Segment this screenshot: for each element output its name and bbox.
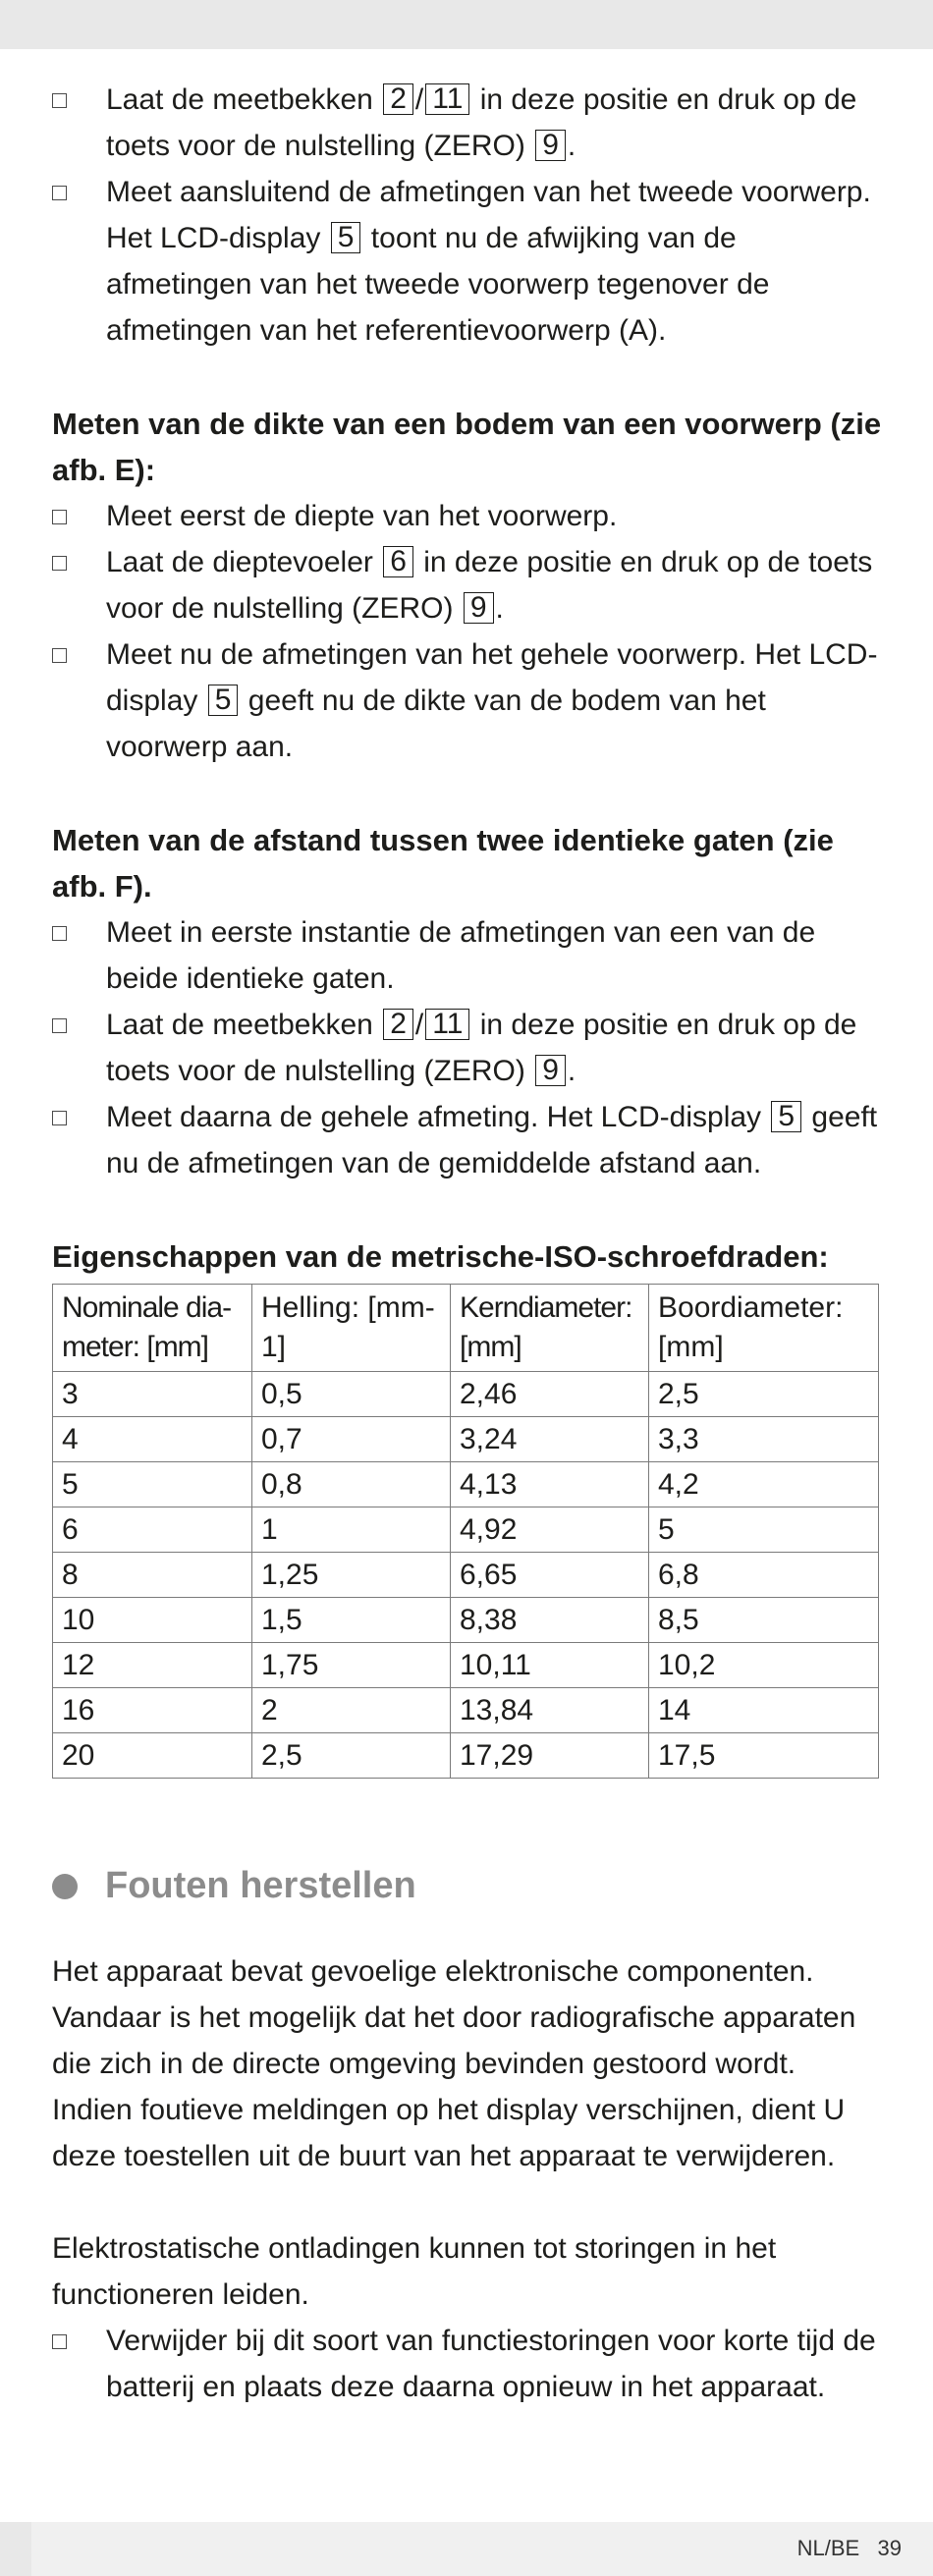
table-cell: 1,75 — [252, 1643, 451, 1688]
table-cell: 17,29 — [451, 1733, 649, 1779]
table-cell: 2,46 — [451, 1372, 649, 1417]
bullet-dot-icon — [52, 1874, 78, 1899]
table-cell: 4,2 — [649, 1462, 879, 1507]
table-row — [53, 1462, 879, 1507]
part-ref: 2 — [383, 83, 413, 115]
table-header-row — [53, 1285, 879, 1372]
checkbox-bullet-icon — [52, 1018, 67, 1033]
table-cell: 12 — [53, 1643, 252, 1688]
top-bar — [0, 0, 933, 49]
list-item: Meet in eerste instantie de afmetingen van een van de beide identieke gaten. — [52, 909, 882, 1002]
column-header: Nominale dia-meter: [mm] — [53, 1285, 252, 1372]
part-ref: 5 — [331, 222, 361, 253]
page-number: NL/BE 39 — [796, 2536, 902, 2560]
table-row — [53, 1372, 879, 1417]
part-ref: 2 — [383, 1009, 413, 1040]
column-header: Kerndiameter: [mm] — [451, 1285, 649, 1372]
section-heading: Meten van de dikte van een bodem van een voorwerp (zie afb. E): — [52, 407, 882, 487]
table-cell: 5 — [53, 1462, 252, 1507]
checkbox-bullet-icon — [52, 1111, 67, 1125]
list-item: Meet aansluitend de afmetingen van het tweede voorwerp. Het LCD-display 5 toont nu de afwijking van de afmetingen van het tweede voorwerp tegenover de afmetingen van het referentievoorwerp (A). — [52, 169, 882, 354]
section-title: Fouten herstellen — [52, 1865, 882, 1907]
section-heading: Meten van de afstand tussen twee identieke gaten (zie afb. F). — [52, 823, 834, 904]
checkbox-bullet-icon — [52, 510, 67, 524]
table-row — [53, 1553, 879, 1598]
list-item: Meet daarna de gehele afmeting. Het LCD-display 5 geeft nu de afmetingen van de gemiddelde afstand aan. — [52, 1094, 882, 1186]
table-cell: 5 — [649, 1507, 879, 1553]
table-cell: 3,3 — [649, 1417, 879, 1462]
checkbox-bullet-icon — [52, 648, 67, 663]
paragraph: Elektrostatische ontladingen kunnen tot storingen in het functioneren leiden. — [52, 2232, 777, 2311]
table-heading: Eigenschappen van de metrische-ISO-schroefdraden: — [52, 1239, 829, 1274]
table-row — [53, 1688, 879, 1733]
part-ref: 5 — [208, 685, 239, 716]
column-header: Boordiameter: [mm] — [649, 1285, 879, 1372]
thread-spec-table — [52, 1284, 879, 1779]
table-row — [53, 1417, 879, 1462]
list-item: Laat de dieptevoeler 6 in deze positie en druk op de toets voor de nulstelling (ZERO) 9 . — [52, 539, 882, 631]
table-cell: 13,84 — [451, 1688, 649, 1733]
list-item: Laat de meetbekken 2 / 11 in deze positie en druk op de toets voor de nulstelling (ZERO) 9 . — [52, 1002, 882, 1094]
checkbox-bullet-icon — [52, 926, 67, 941]
table-cell: 1,5 — [252, 1598, 451, 1643]
list-item: Verwijder bij dit soort van functiestoringen voor korte tijd de batterij en plaats deze daarna opnieuw in het apparaat. — [52, 2318, 882, 2410]
table-cell: 20 — [53, 1733, 252, 1779]
table-cell: 4,13 — [451, 1462, 649, 1507]
table-cell: 0,5 — [252, 1372, 451, 1417]
part-ref: 9 — [535, 130, 566, 161]
table-row — [53, 1598, 879, 1643]
table-cell: 4,92 — [451, 1507, 649, 1553]
list-item: Laat de meetbekken 2 / 11 in deze positie en druk op de toets voor de nulstelling (ZERO) 9 . — [52, 77, 882, 169]
checkbox-bullet-icon — [52, 2334, 67, 2349]
paragraph: Het apparaat bevat gevoelige elektronische componenten. Vandaar is het mogelijk dat het door radiografische apparaten die zich in de directe omgeving bevinden gestoord wordt. Indien foutieve meldingen op het display verschijnen, dient U deze toestellen uit de buurt van het apparaat te verwijderen. — [52, 1955, 856, 2172]
checkbox-bullet-icon — [52, 556, 67, 571]
part-ref: 9 — [464, 592, 494, 624]
table-cell: 6,8 — [649, 1553, 879, 1598]
table-cell: 10 — [53, 1598, 252, 1643]
table-cell: 6,65 — [451, 1553, 649, 1598]
checkbox-bullet-icon — [52, 93, 67, 108]
part-ref: 5 — [771, 1101, 801, 1132]
table-cell: 17,5 — [649, 1733, 879, 1779]
table-cell: 3,24 — [451, 1417, 649, 1462]
table-cell: 2,5 — [252, 1733, 451, 1779]
table-cell: 8,5 — [649, 1598, 879, 1643]
table-cell: 10,11 — [451, 1643, 649, 1688]
table-row — [53, 1643, 879, 1688]
table-cell: 8 — [53, 1553, 252, 1598]
table-cell: 6 — [53, 1507, 252, 1553]
table-cell: 3 — [53, 1372, 252, 1417]
table-cell: 14 — [649, 1688, 879, 1733]
table-cell: 16 — [53, 1688, 252, 1733]
column-header: Helling: [mm-1] — [252, 1285, 451, 1372]
footer-tab — [0, 2522, 31, 2576]
part-ref: 6 — [383, 546, 413, 577]
table-cell: 2 — [252, 1688, 451, 1733]
table-cell: 1 — [252, 1507, 451, 1553]
list-item: Meet nu de afmetingen van het gehele voorwerp. Het LCD-display 5 geeft nu de dikte van de bodem van het voorwerp aan. — [52, 631, 882, 770]
table-cell: 2,5 — [649, 1372, 879, 1417]
table-row — [53, 1733, 879, 1779]
table-cell: 0,7 — [252, 1417, 451, 1462]
part-ref: 11 — [425, 1009, 469, 1040]
table-cell: 10,2 — [649, 1643, 879, 1688]
part-ref: 11 — [425, 83, 469, 115]
table-cell: 0,8 — [252, 1462, 451, 1507]
table-cell: 8,38 — [451, 1598, 649, 1643]
page-content — [52, 77, 882, 2410]
table-cell: 1,25 — [252, 1553, 451, 1598]
part-ref: 9 — [535, 1055, 566, 1086]
table-row — [53, 1507, 879, 1553]
checkbox-bullet-icon — [52, 186, 67, 200]
list-item: Meet eerst de diepte van het voorwerp. — [52, 493, 882, 539]
table-cell: 4 — [53, 1417, 252, 1462]
